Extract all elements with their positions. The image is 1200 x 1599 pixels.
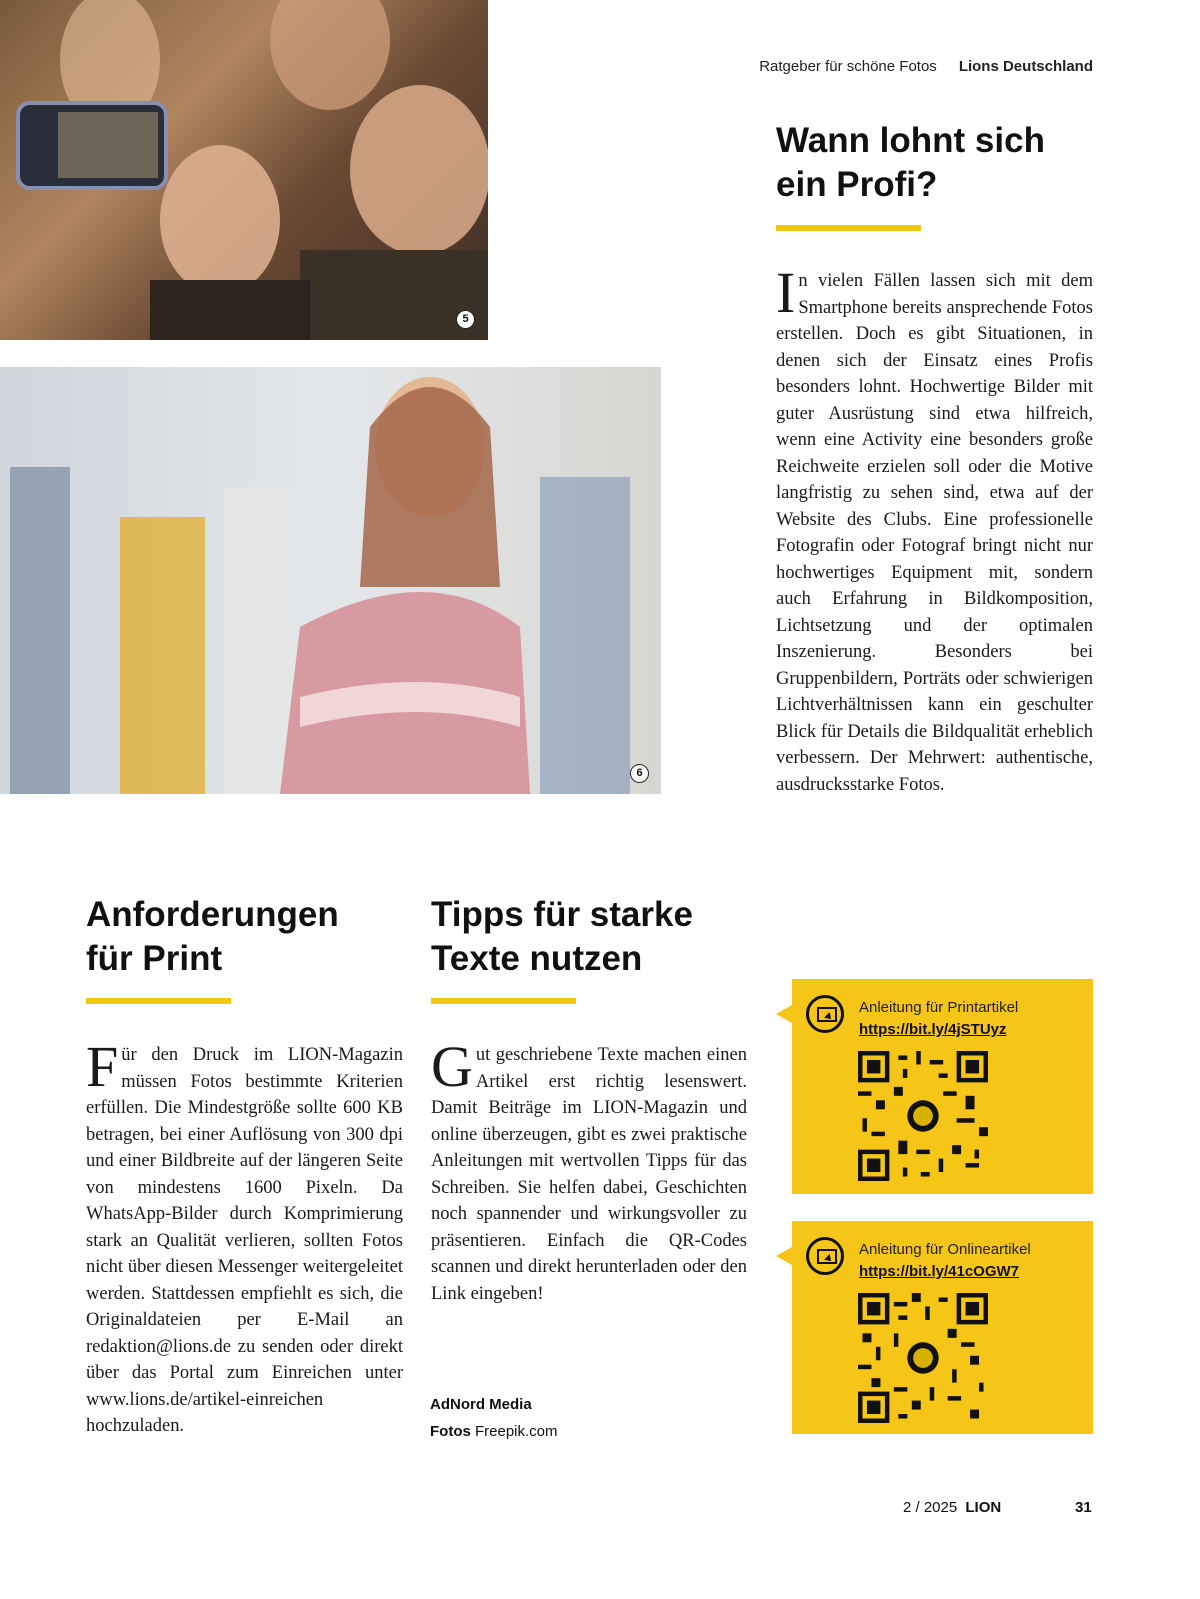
qr-link-print[interactable]: https://bit.ly/4jSTUyz bbox=[859, 1021, 1007, 1038]
qr-box-online bbox=[792, 1221, 1093, 1434]
heading-tipps bbox=[431, 893, 693, 981]
heading-line: ein Profi? bbox=[776, 165, 938, 204]
photo-woman-illustration bbox=[0, 367, 661, 794]
section-name: Ratgeber für schöne Fotos bbox=[759, 58, 937, 75]
photo-number-badge: 5 bbox=[456, 310, 475, 329]
article-text: n vielen Fällen lassen sich mit dem Smartphone bereits ansprechende Fotos erstellen. Doch es gibt Situationen, in denen sich der Einsatz eines Profis besonders lohnt. Hochwertige Bilder mit guter Ausrüstung sind etwa hilfreich, wenn eine Activity eine besonders große Reichweite erzielen soll oder die Motive langfristig zu sehen sind, etwa auf der Website des Clubs. Eine professionelle Fotografin oder Fotograf bringt nicht nur hochwertiges Equipment mit, sondern auch Erfahrung in Bildkomposition, Lichtsetzung und der optimalen Inszenierung. Besonders bei Gruppenbildern, Porträts oder schwierigen Lichtverhältnissen kann ein geschulter Blick für Details die Bildqualität erheblich verbessern. Der Mehrwert: authentische, ausdrucksstarke Fotos. bbox=[776, 271, 1093, 795]
qr-label: Anleitung für Printartikel bbox=[859, 999, 1019, 1016]
article-text: ut geschriebene Texte machen einen Artikel erst richtig lesenswert. Damit Beiträge im LION-Magazin und online überzeugen, gibt es zwei praktische Anleitungen mit wertvollen Tipps für das Schreiben. Sie helfen dabei, Geschichten noch spannender und wirkungsvoller zu präsentieren. Einfach die QR-Codes scannen und direkt herunterladen oder den Link eingeben! bbox=[431, 1045, 747, 1304]
accent-bar bbox=[776, 225, 921, 231]
monitor-click-icon bbox=[806, 995, 844, 1033]
publisher-name: Lions Deutschland bbox=[958, 58, 1093, 75]
qr-code-print[interactable] bbox=[858, 1051, 988, 1181]
drop-cap: G bbox=[431, 1034, 473, 1099]
heading-line: für Print bbox=[86, 939, 223, 978]
article-profi bbox=[776, 260, 1093, 798]
issue-number: 2 / 2025 bbox=[903, 1499, 958, 1516]
drop-cap: I bbox=[776, 260, 796, 325]
issue-info bbox=[903, 1499, 1001, 1516]
author-credit: AdNord Media bbox=[430, 1396, 532, 1413]
photos-credit-label: Fotos bbox=[430, 1423, 471, 1440]
heading-line: Anforderungen bbox=[86, 895, 339, 934]
qr-link-online[interactable]: https://bit.ly/41cOGW7 bbox=[859, 1263, 1020, 1280]
photo-selfie-group bbox=[0, 0, 488, 340]
heading-profi bbox=[776, 119, 1045, 207]
qr-code-online[interactable] bbox=[858, 1293, 988, 1423]
accent-bar bbox=[86, 998, 231, 1004]
monitor-click-icon bbox=[806, 1237, 844, 1275]
heading-print bbox=[86, 893, 339, 981]
accent-bar bbox=[431, 998, 576, 1004]
drop-cap: F bbox=[86, 1034, 119, 1099]
heading-line: Texte nutzen bbox=[431, 939, 643, 978]
magazine-name: LION bbox=[965, 1499, 1002, 1516]
photo-number-badge: 6 bbox=[630, 764, 649, 783]
photo-selfie-illustration bbox=[0, 0, 488, 340]
photos-credit-source: Freepik.com bbox=[475, 1423, 558, 1440]
qr-label: Anleitung für Onlineartikel bbox=[859, 1241, 1031, 1258]
running-header bbox=[759, 58, 1093, 75]
article-tipps bbox=[431, 1034, 747, 1307]
photo-woman-group bbox=[0, 367, 661, 794]
credits bbox=[430, 1391, 558, 1445]
heading-line: Tipps für starke bbox=[431, 895, 693, 934]
article-print bbox=[86, 1034, 403, 1440]
page-number: 31 bbox=[1075, 1499, 1092, 1516]
heading-line: Wann lohnt sich bbox=[776, 121, 1045, 160]
qr-box-print bbox=[792, 979, 1093, 1194]
article-text: ür den Druck im LION-Magazin müssen Fotos bestimmte Kriterien erfüllen. Die Mindestgröße sollte 600 KB betragen, bei einer Auflösung von 300 dpi und einer Bildbreite auf der längeren Seite von mindestens 1600 Pixeln. Da WhatsApp-Bilder durch Komprimierung stark an Qualität verlieren, sollten Fotos nicht über diesen Messenger weitergeleitet werden. Stattdessen empfiehlt es sich, die Originaldateien per E-Mail an redaktion@lions.de zu senden oder direkt über das Portal zum Einreichen unter www.lions.de/artikel-einreichen hochzuladen. bbox=[86, 1045, 403, 1436]
